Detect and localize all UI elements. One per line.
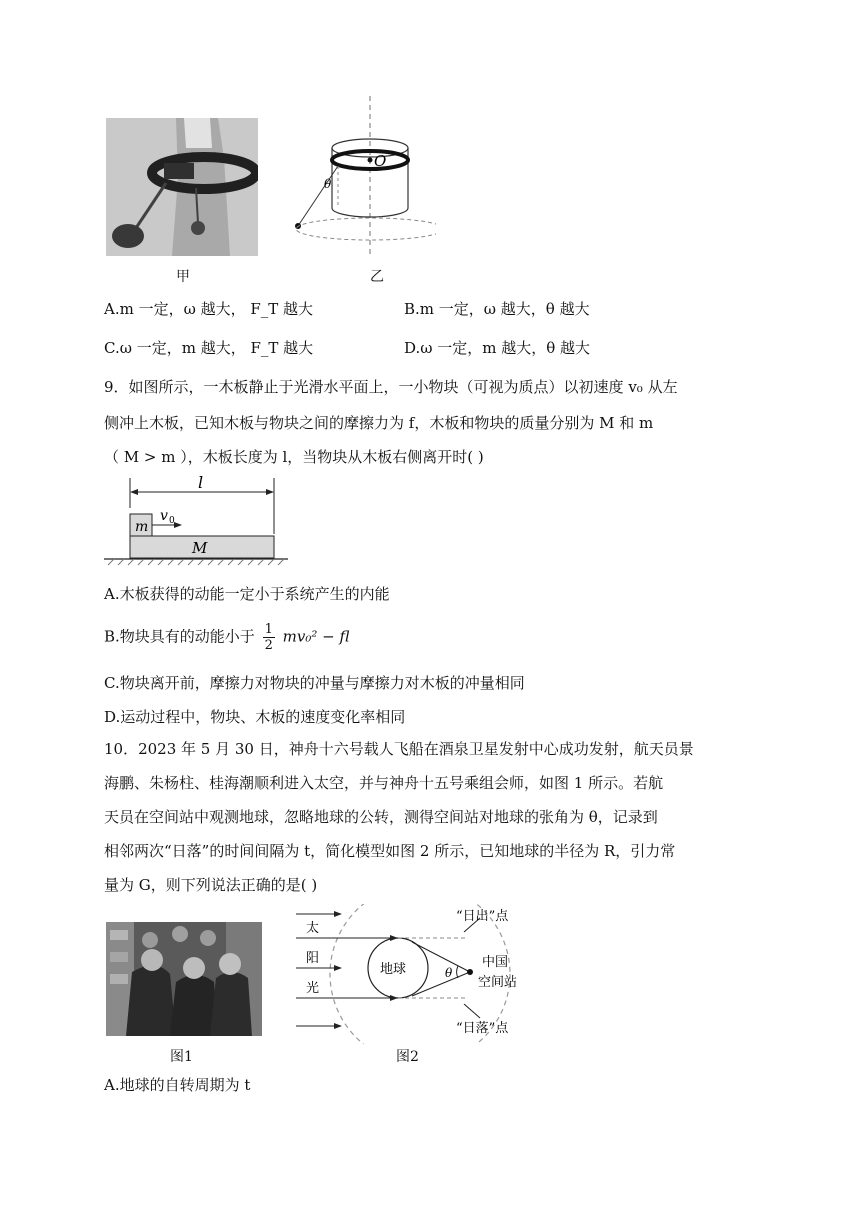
label-earth: 地球 [380,962,407,977]
label-v-sub: 0 [169,516,175,526]
q9-line-1: 9．如图所示，一木板静止于光滑水平面上，一小物块（可视为质点）以初速度 v₀ 从左 [104,378,678,396]
figure-yi-caption: 乙 [370,269,384,285]
q9-option-d: D.运动过程中，物块、木板的速度变化率相同 [104,708,406,726]
q8-option-b: B.m 一定，ω 越大，θ 越大 [404,300,590,318]
q10-line-1: 10．2023 年 5 月 30 日，神舟十六号载人飞船在酒泉卫星发射中心成功发射，航天员景 [104,740,694,758]
label-m: m [135,519,149,535]
label-station-1: 中国 [482,955,509,970]
label-M: M [192,539,208,557]
figure-2-diagram [290,904,540,1044]
q10-option-a: A.地球的自转周期为 t [104,1076,251,1094]
label-station-2: 空间站 [478,975,518,990]
figure-jia-photo [106,118,258,256]
q9-option-b-expression: mv₀² − fl [282,627,350,646]
q9-option-b [104,622,349,653]
label-v: v [160,508,168,524]
figure-yi-diagram [286,96,436,256]
q10-line-2: 海鹏、朱杨柱、桂海潮顺利进入太空，并与神舟十五号乘组会师，如图 1 所示。若航 [104,774,664,792]
figure-2-caption: 图2 [396,1049,419,1065]
figure-1-photo [106,922,262,1036]
q10-line-4: 相邻两次“日落”的时间间隔为 t，简化模型如图 2 所示，已知地球的半径为 R，引力常 [104,842,676,860]
label-theta-2: θ [445,966,453,980]
figure-jia-caption: 甲 [176,269,190,285]
label-l: l [198,474,204,492]
label-theta: θ [324,177,332,191]
q8-option-c: C.ω 一定，m 越大， F_T 越大 [104,339,314,357]
q9-option-b-prefix: B.物块具有的动能小于 [104,627,255,646]
q8-option-a: A.m 一定，ω 越大， F_T 越大 [104,300,314,318]
q9-option-c: C.物块离开前，摩擦力对物块的冲量与摩擦力对木板的冲量相同 [104,674,525,692]
label-sunset: “日落”点 [456,1021,509,1036]
q10-line-5: 量为 G，则下列说法正确的是( ) [104,876,318,894]
astronauts-illustration [106,922,262,1036]
q10-line-3: 天员在空间站中观测地球，忽略地球的公转，测得空间站对地球的张角为 θ，记录到 [104,808,658,826]
q9-line-3: （ M > m ），木板长度为 l，当物块从木板右侧离开时( ) [104,448,484,466]
q9-line-2: 侧冲上木板，已知木板与物块之间的摩擦力为 f，木板和物块的质量分别为 M 和 m [104,414,654,432]
label-O: O [374,152,387,170]
fraction-denominator: 2 [264,638,273,653]
label-sunrise: “日出”点 [456,909,509,924]
q9-option-a: A.木板获得的动能一定小于系统产生的内能 [104,585,390,603]
q8-option-d: D.ω 一定，m 越大，θ 越大 [404,339,591,357]
label-sun-1: 太 [306,921,320,936]
q9-board-diagram [104,474,294,570]
fraction-numerator: 1 [264,622,273,637]
figure-1-caption: 图1 [170,1049,193,1065]
fraction [263,622,275,653]
hula-hoop-illustration [106,118,258,256]
label-sun-2: 阳 [306,951,320,966]
label-sun-3: 光 [306,981,320,996]
